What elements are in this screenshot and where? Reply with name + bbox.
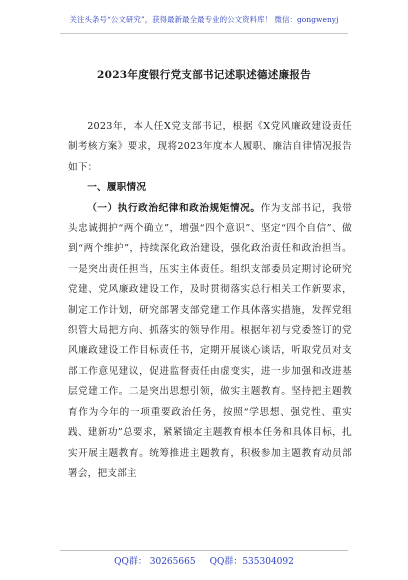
footer-qq-group-1: QQ群： 30265665: [114, 557, 196, 567]
top-promo-banner: 关注头条号“公文研究”，获得最新最全最专业的公文资料库！ 微信：gongwenyj: [69, 15, 339, 24]
sub-section-body: 作为支部书记，我带头忠诚拥护“两个确立”，增强“四个意识”、坚定“四个自信”、做到“两个维护”，持续深化政治建设，强化政治责任和政治担当。一是突出责任担当，压实主体责任。组织支部委员定期讨论研究党建、党风廉政建设工作，及时贯彻落实总行相关工作新要求，制定工作计划，研究部署支部党建工作具体落实措施，发挥党组织管大局把方向、抓落实的领导作用。根据年初与党委签订的党风廉政建设工作目标责任书，定期开展谈心谈话，听取党员对支部工作意见建议，促进监督责任由虚变实，进一步加强和改进基层党建工作。二是突出思想引领，做实主题教育。坚持把主题教育作为今年的一项重要政治任务，按照“学思想、强党性、重实践、建新功”总要求，紧紧锚定主题教育根本任务和具体目标，扎实开展主题教育。统筹推进主题教育，积极参加主题教育动员部署会，把支部主: [68, 202, 353, 479]
header-divider: [60, 33, 348, 34]
intro-paragraph: 2023年，本人任X党支部书记，根据《X党风廉政建设责任制考核方案》要求，现将2023年度本人履职、廉洁自律情况报告如下：: [68, 121, 352, 173]
footer-contacts: [0, 554, 408, 567]
section-heading-performance: 一、履职情况: [87, 182, 147, 194]
document-title: 2023年度银行党支部书记述职述德述廉报告: [96, 69, 312, 81]
footer-qq-group-2: QQ群：535304092: [209, 557, 294, 567]
document-body: [68, 117, 352, 484]
footer-divider: [60, 550, 348, 551]
sub-section-paragraph: [68, 199, 352, 485]
sub-section-heading: （一）执行政治纪律和政治规矩情况。: [87, 202, 261, 214]
